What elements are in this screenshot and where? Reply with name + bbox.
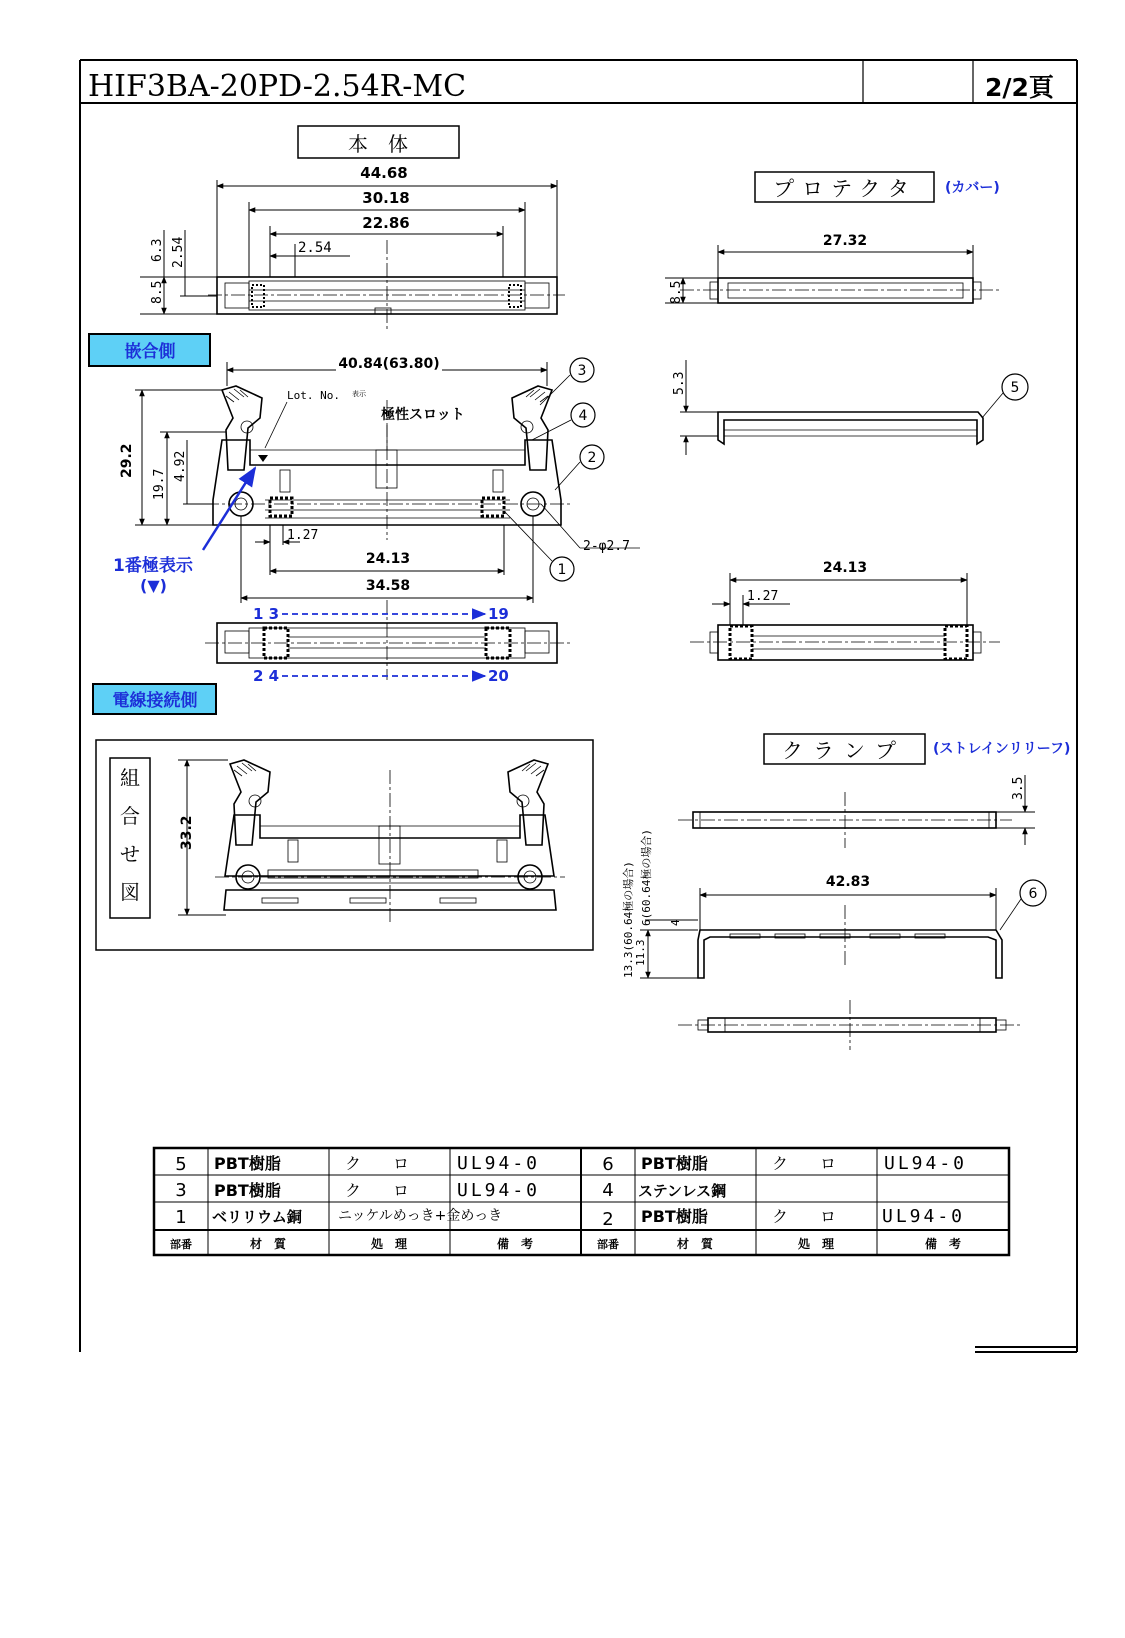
protector-width: 27.32: [822, 233, 868, 249]
bom-header: 備 考: [924, 1237, 962, 1251]
body-title: 本 体: [348, 132, 408, 156]
callout-6: [1000, 880, 1046, 930]
bom-header-row: [170, 1236, 961, 1251]
clamp-h-d: 4: [669, 919, 682, 926]
bom-process: ク ロ: [345, 1181, 410, 1200]
dim-1-27: 1.27: [287, 528, 319, 543]
protector-pitch: 1.27: [747, 589, 779, 604]
assembly-frame: [96, 740, 593, 950]
clamp-subtitle: (ストレインリリーフ): [933, 741, 1071, 757]
protector-top-view: [665, 231, 1000, 304]
bom-header: 部番: [597, 1238, 619, 1251]
protector-title-box: [755, 172, 1000, 202]
bom-no: 2: [602, 1209, 614, 1230]
pin1-symbol: (▼): [140, 576, 167, 595]
pin-row-bottom-start: 2 4: [253, 667, 280, 685]
callout-2-number: 2: [587, 450, 597, 466]
assembly-label-3: せ: [120, 842, 140, 866]
bom-process: ク ロ: [772, 1207, 837, 1226]
body-top-view: [208, 240, 565, 330]
assembly-label-1: 組: [120, 766, 140, 790]
clamp-width: 42.83: [825, 874, 871, 890]
callout-4-number: 4: [578, 408, 588, 424]
bom-material: PBT樹脂: [214, 1154, 281, 1173]
mating-side-label: 嵌合側: [124, 342, 176, 362]
protector-pin-span: 24.13: [822, 560, 868, 576]
bom-header: 処 理: [797, 1237, 835, 1251]
bom-no: 3: [175, 1180, 187, 1201]
callout-5-number: 5: [1010, 380, 1020, 396]
dim-30-18: 30.18: [362, 189, 410, 207]
bom-material: ステンレス鋼: [638, 1182, 727, 1200]
bom-no: 5: [175, 1154, 187, 1175]
protector-bottom-view: [690, 558, 1000, 660]
dim-44-68: 44.68: [360, 164, 408, 182]
dim-2-54-v: 2.54: [171, 236, 186, 268]
bom-process: ク ロ: [772, 1154, 837, 1173]
assembly-label-4: 図: [120, 880, 140, 904]
bom-note: UL94-0: [884, 1153, 968, 1174]
callout-5: [982, 374, 1028, 418]
clamp-bottom-view: [678, 1000, 1022, 1050]
bom-row-1: [175, 1153, 967, 1175]
dim-22-86: 22.86: [362, 214, 410, 232]
bom-no: 4: [602, 1180, 614, 1201]
dim-40-84: 40.84(63.80): [338, 356, 440, 372]
pin-row-bottom-end: 20: [488, 667, 509, 685]
lot-no-label: Lot. No.: [287, 389, 340, 402]
dim-19-7: 19.7: [152, 468, 167, 500]
dim-34-58: 34.58: [365, 578, 411, 594]
protector-side-height: 5.3: [672, 371, 687, 395]
body-title-box: [298, 126, 459, 158]
clamp-top-view: [678, 775, 1035, 848]
bom-note: UL94-0: [457, 1153, 541, 1174]
page-number: 2/2頁: [985, 73, 1054, 102]
callout-4: [532, 403, 595, 440]
clamp-h-a: 13.3(60.64極の場合): [622, 861, 635, 978]
bom-material: PBT樹脂: [641, 1154, 708, 1173]
bom-no: 6: [602, 1154, 614, 1175]
bom-no: 1: [175, 1207, 187, 1228]
bom-header: 処 理: [370, 1237, 408, 1251]
assembly-label-2: 合: [120, 804, 140, 828]
assembly-height: 33.2: [179, 815, 195, 850]
bom-material: PBT樹脂: [214, 1181, 281, 1200]
clamp-title-box: [764, 734, 1070, 764]
bom-note: UL94-0: [457, 1180, 541, 1201]
dim-4-92: 4.92: [173, 450, 188, 482]
protector-side-view: [672, 360, 983, 455]
bom-header: 材 質: [249, 1237, 287, 1251]
pin-row-top-start: 1 3: [253, 605, 280, 623]
dim-8-5: 8.5: [150, 280, 165, 304]
callout-1-number: 1: [557, 562, 567, 578]
protector-title: プロテクタ: [773, 177, 917, 201]
clamp-title: クランプ: [782, 739, 906, 763]
wire-side-tag: [93, 684, 216, 714]
dim-24-13: 24.13: [365, 551, 411, 567]
callout-6-number: 6: [1028, 886, 1038, 902]
body-top-dimensions: [140, 163, 557, 314]
lot-no-small: 表示: [352, 390, 366, 398]
clamp-h-c: 11.3: [634, 939, 647, 966]
callout-3-number: 3: [577, 363, 587, 379]
clamp-side-view: [621, 829, 1002, 978]
polarity-slot-label: 極性スロット: [381, 407, 465, 423]
bom-material: PBT樹脂: [641, 1207, 708, 1226]
pin1-label: 1番極表示: [113, 556, 193, 576]
pin1-arrow: [203, 468, 255, 550]
mating-side-tag: [89, 334, 210, 366]
dim-6-3: 6.3: [150, 238, 165, 262]
callout-1: [505, 512, 574, 581]
wire-side-label: 電線接続側: [112, 691, 198, 711]
pin-numbering: [253, 605, 509, 685]
protector-height: 8.5: [669, 280, 684, 304]
pin-row-top-end: 19: [488, 605, 509, 623]
bom-header: 備 考: [496, 1237, 534, 1251]
dim-29-2: 29.2: [119, 443, 135, 478]
bom-note: UL94-0: [882, 1206, 966, 1227]
bom-row-3: [175, 1206, 965, 1230]
bom-row-2: [175, 1180, 726, 1201]
bom-process: ク ロ: [345, 1154, 410, 1173]
part-number-title: HIF3BA-20PD-2.54R-MC: [88, 69, 467, 104]
dim-holes: 2-φ2.7: [583, 539, 630, 554]
dim-2-54: 2.54: [298, 240, 332, 256]
callout-2: [555, 445, 604, 490]
bom-process: ニッケルめっき+金めっき: [338, 1208, 503, 1224]
clamp-top-height: 3.5: [1011, 776, 1026, 800]
protector-subtitle: (カバー): [945, 180, 1000, 196]
bom-material: ベリリウム銅: [212, 1208, 302, 1226]
bom-header: 材 質: [676, 1237, 714, 1251]
bom-header: 部番: [170, 1238, 192, 1251]
assembly-drawing: [215, 760, 565, 925]
assembly-dimensions: [178, 760, 228, 915]
clamp-h-b: 6(60.64極の場合): [640, 829, 653, 926]
